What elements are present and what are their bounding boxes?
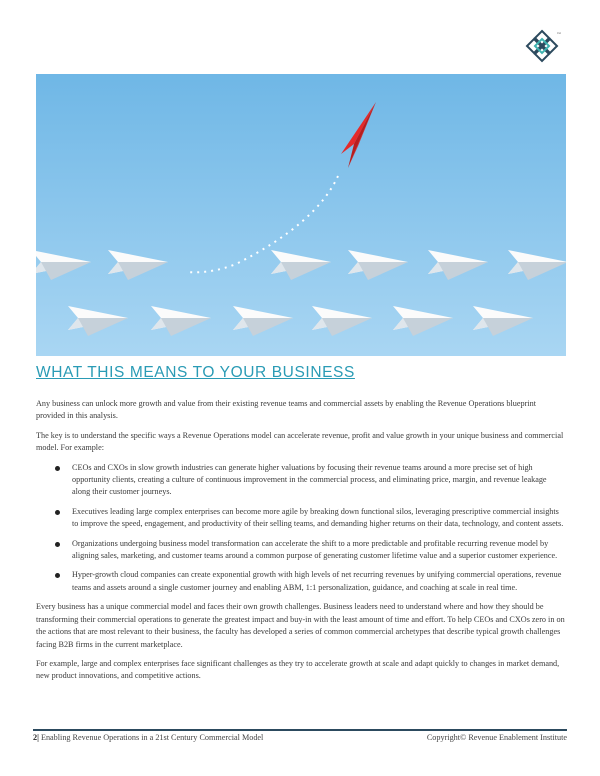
copyright: Copyright© Revenue Enablement Institute bbox=[426, 733, 567, 742]
list-item bbox=[36, 506, 566, 531]
paragraph: Any business can unlock more growth and value from their existing revenue teams and commercial assets by enabling the Revenue Operations blueprint provided in this analysis. bbox=[36, 399, 536, 421]
company-logo bbox=[524, 28, 564, 64]
body-text bbox=[36, 398, 566, 690]
bullet-icon bbox=[55, 510, 60, 515]
separator: | bbox=[37, 733, 39, 742]
page-number: 2 bbox=[33, 733, 38, 742]
list-item-text: Executives leading large complex enterprises can become more agile by breaking down functional silos, leveraging prescriptive commercial insights to improve the speed, engagement, and productivity of their selling teams, and demanding higher returns on their data, technology, and content assets. bbox=[72, 506, 564, 529]
footer-left bbox=[33, 733, 263, 742]
bullet-icon bbox=[55, 542, 60, 547]
list-item bbox=[36, 569, 566, 594]
footer-divider bbox=[33, 729, 567, 731]
hero-image-paper-planes bbox=[36, 74, 566, 356]
paragraph: The key is to understand the specific ways a Revenue Operations model can accelerate revenue, profit and value growth in your unique business and commercial model. For example: bbox=[36, 430, 564, 453]
trademark: ™ bbox=[557, 31, 561, 36]
list-item bbox=[36, 462, 566, 499]
document-title: Enabling Revenue Operations in a 21st Century Commercial Model bbox=[40, 733, 264, 742]
bullet-icon bbox=[55, 466, 60, 471]
bullet-icon bbox=[55, 573, 60, 578]
section-heading: WHAT THIS MEANS TO YOUR BUSINESS bbox=[36, 364, 355, 381]
list-item-text: Organizations undergoing business model transformation can accelerate the shift to a more predictable and profitable recurring revenue model by aligning sales, marketing, and customer teams around a common purpose of generating customer lifetime value and a superior customer experience. bbox=[72, 538, 558, 561]
list-item bbox=[36, 538, 566, 563]
paragraph: Every business has a unique commercial model and faces their own growth challenges. Business leaders need to understand where and how they should be transforming their commercial operations to generate the greatest impact and buy-in with the least amount of time and effort. To help CEOs and CXOs zero in on the actions that are most relevant to their business, the faculty has developed a series of common commercial archetypes that describe typical growth challenges facing B2B firms in the current marketplace. bbox=[36, 602, 565, 649]
paragraph: For example, large and complex enterprises face significant challenges as they try to accelerate growth at scale and adapt quickly to changes in market demand, new product innovations, and competitive actions. bbox=[36, 658, 560, 681]
page-footer bbox=[33, 733, 567, 742]
list-item-text: CEOs and CXOs in slow growth industries can generate higher valuations by focusing their revenue teams around a more precise set of high opportunity clients, creating a culture of continuous improvement in the commercial process, and eliminating price, margin, and revenue leakage along their customer journeys. bbox=[72, 462, 547, 497]
list-item-text: Hyper-growth cloud companies can create exponential growth with high levels of net recurring revenues by unifying commercial operations, revenue teams and assets around a single customer journey and enabling ABM, 1:1 personalization, guidance, and coaching at scale in real time. bbox=[72, 570, 562, 592]
example-list bbox=[36, 462, 566, 595]
